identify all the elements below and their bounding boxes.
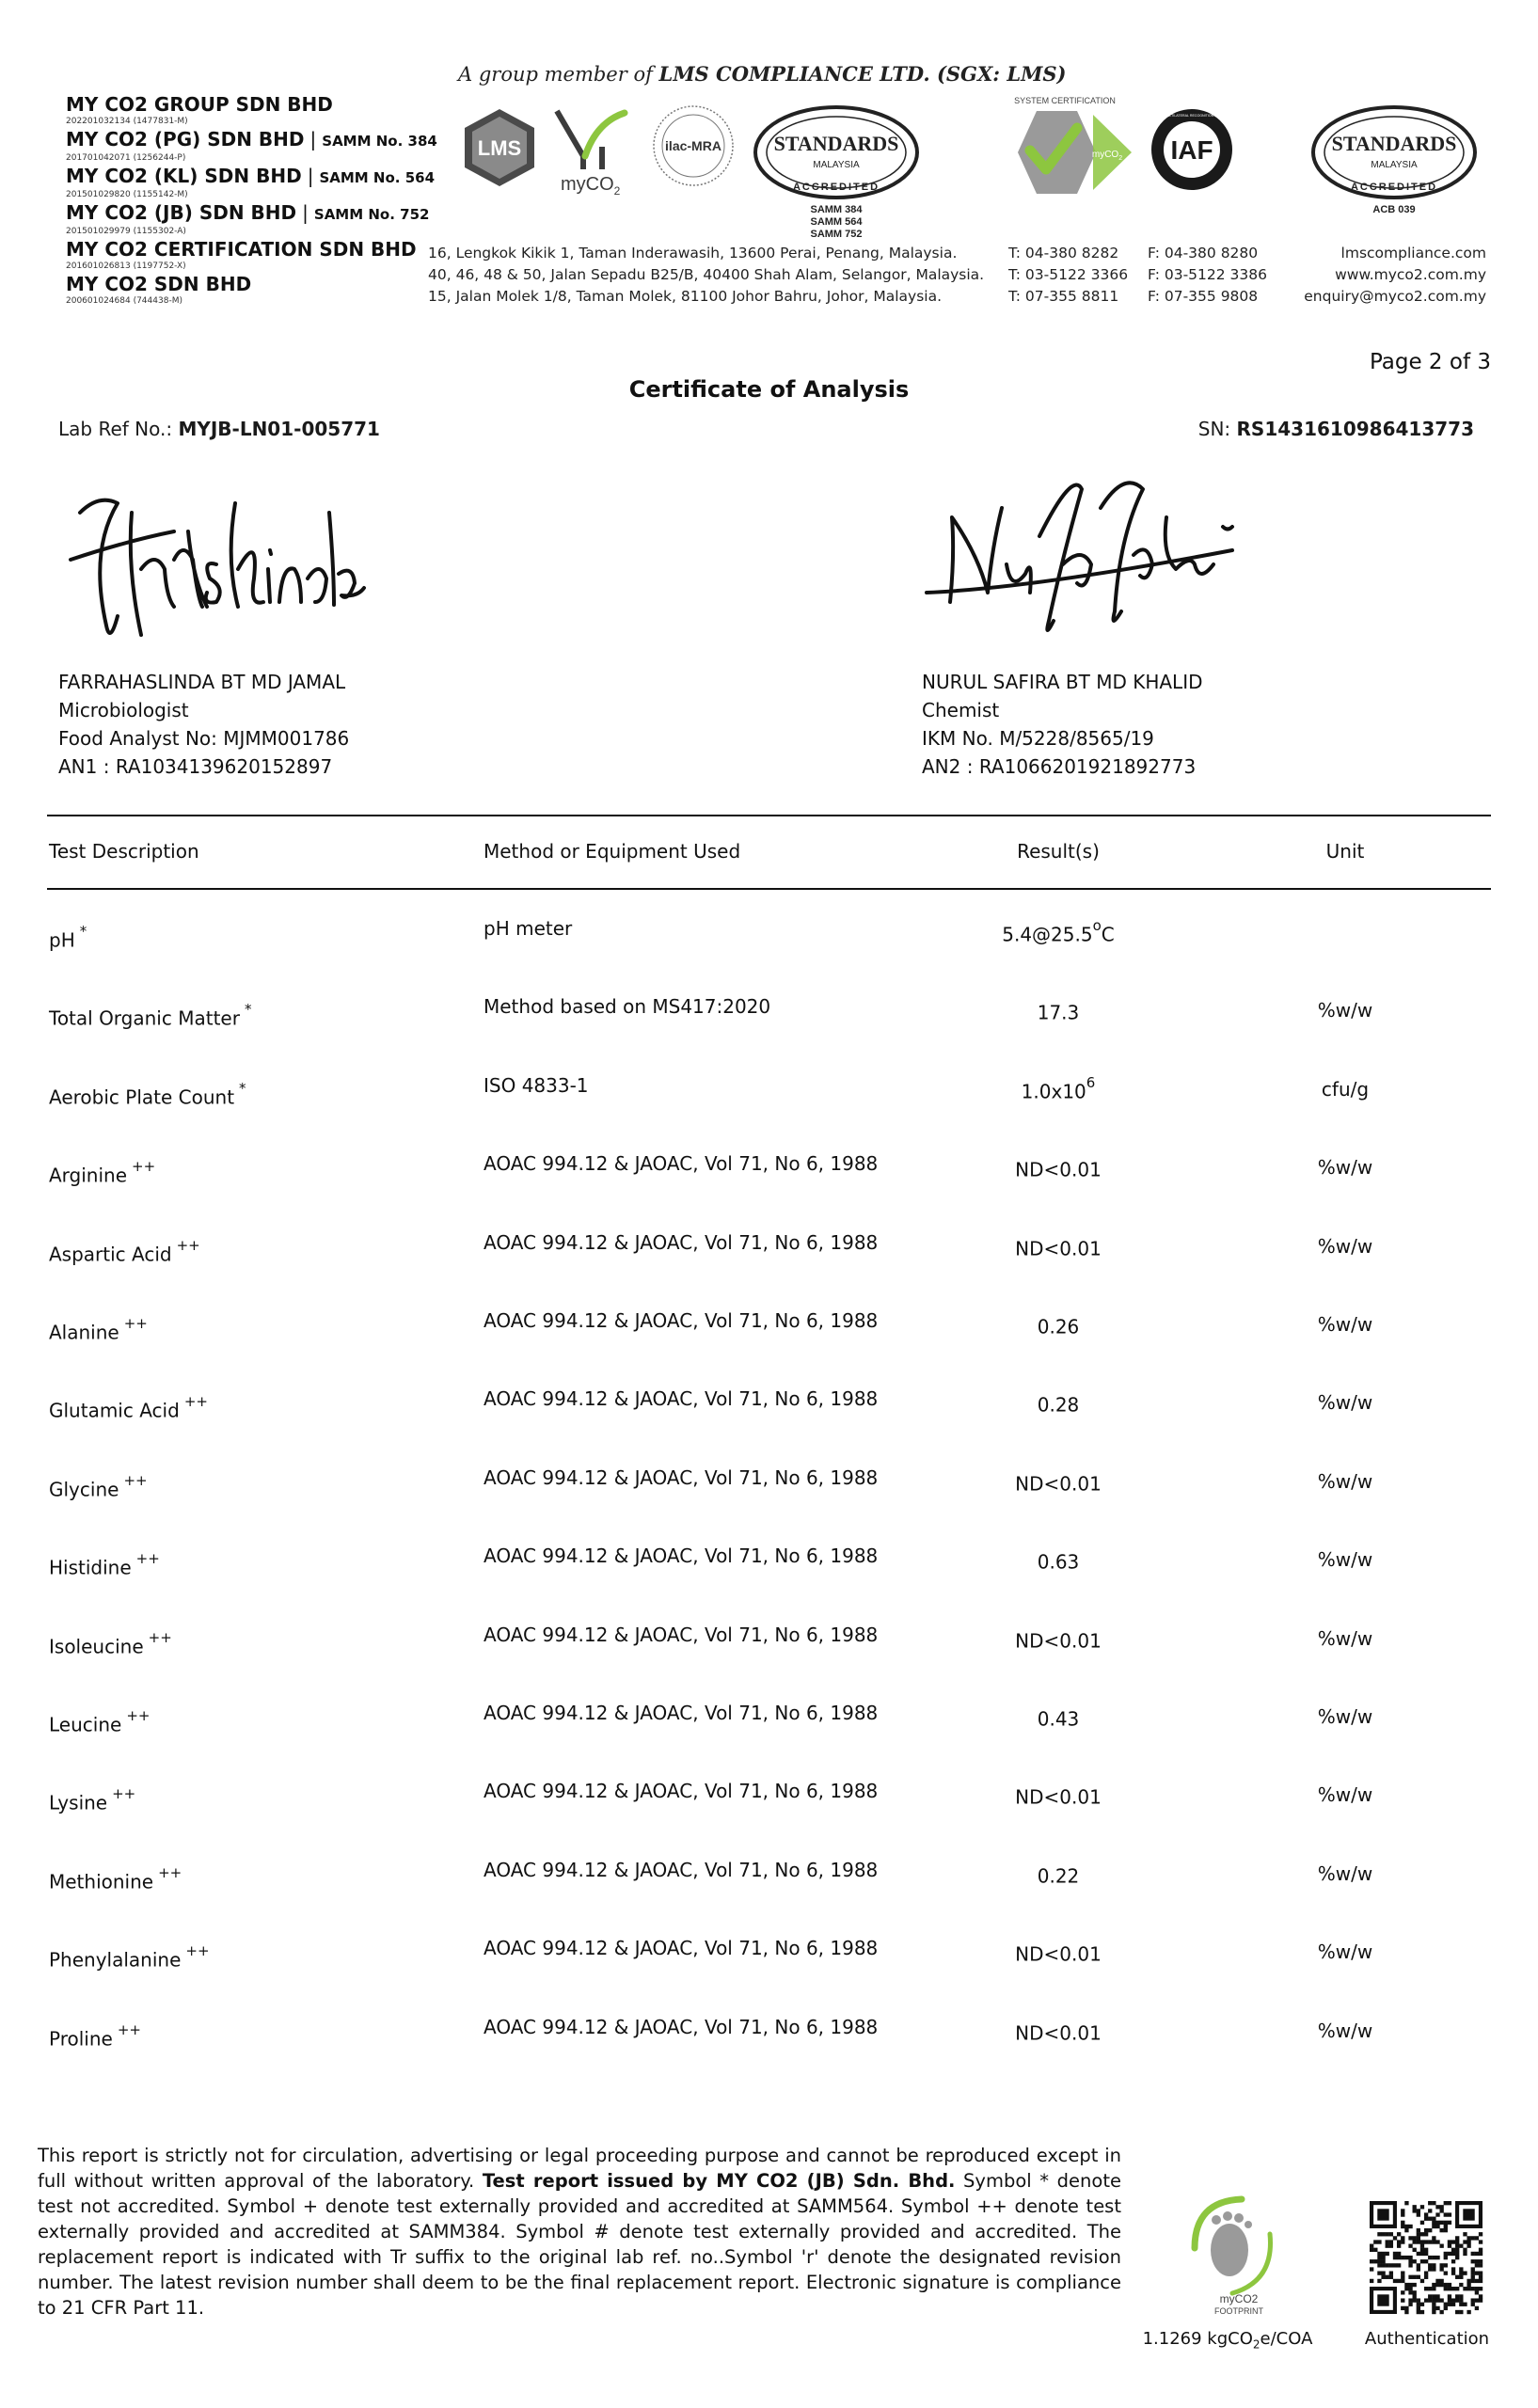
test-description: Leucine ++ — [49, 1707, 151, 1736]
samm-list-2: SAMM 564 — [810, 216, 863, 228]
svg-text:MALAYSIA: MALAYSIA — [813, 160, 860, 170]
test-unit: %w/w — [1317, 1234, 1373, 1258]
standards-malaysia-acb-logo — [1309, 103, 1479, 216]
fax-line: F: 04-380 8280 — [1148, 245, 1259, 261]
accreditation-mark: ++ — [123, 1471, 148, 1489]
test-result: 17.3 — [1037, 1002, 1080, 1025]
lms-logo-text: LMS — [477, 136, 522, 160]
test-description: Isoleucine ++ — [49, 1628, 172, 1658]
company-name: MY CO2 GROUP SDN BHD — [66, 93, 333, 116]
company-addresses — [428, 243, 984, 308]
table-row — [0, 1918, 1538, 1996]
test-unit: %w/w — [1317, 1941, 1373, 1964]
web-contacts — [1304, 243, 1486, 308]
phone-line: T: 07-355 8811 — [1008, 288, 1119, 305]
test-method: Method based on MS417:2020 — [484, 995, 771, 1019]
test-unit: %w/w — [1317, 1391, 1373, 1415]
samm-list-1: SAMM 384 — [810, 204, 863, 215]
system-certification-logo — [994, 94, 1135, 199]
svg-text:MEMBER OF MULTILATERAL RECOGNI: MEMBER OF MULTILATERAL RECOGNITION ARRANGEMENT — [1143, 114, 1241, 118]
svg-text:STANDARDS: STANDARDS — [773, 132, 899, 155]
test-result: 0.22 — [1037, 1864, 1080, 1888]
accreditation-mark: ++ — [123, 1315, 148, 1332]
test-result: ND<0.01 — [1015, 1237, 1102, 1260]
lab-ref-number: Lab Ref No.: MYJB-LN01-005771 — [58, 418, 380, 440]
test-description: Alanine ++ — [49, 1315, 148, 1344]
accreditation-mark: * — [239, 1079, 246, 1097]
fax-numbers — [1148, 243, 1267, 308]
table-header-rule — [47, 888, 1491, 890]
test-method: AOAC 994.12 & JAOAC, Vol 71, No 6, 1988 — [484, 1230, 879, 1254]
test-unit: %w/w — [1317, 2019, 1373, 2042]
serial-number: SN: RS1431610986413773 — [1197, 418, 1474, 440]
company-name: MY CO2 (KL) SDN BHD | SAMM No. 564 — [66, 165, 436, 187]
carbon-footprint-value: 1.1269 kgCO$_2$e/COA — [1142, 2329, 1313, 2352]
test-description: Proline ++ — [49, 2020, 141, 2051]
ilac-mra-logo — [651, 103, 736, 188]
table-row — [0, 1683, 1538, 1761]
test-method: AOAC 994.12 & JAOAC, Vol 71, No 6, 1988 — [484, 1623, 879, 1646]
test-description: Arginine ++ — [49, 1158, 156, 1187]
accreditation-mark: ++ — [112, 1785, 136, 1803]
test-result: ND<0.01 — [1015, 1472, 1102, 1496]
test-result: 0.28 — [1037, 1394, 1080, 1418]
table-top-rule — [47, 815, 1491, 816]
test-method: AOAC 994.12 & JAOAC, Vol 71, No 6, 1988 — [484, 1465, 879, 1489]
accreditation-mark: * — [79, 923, 87, 940]
test-description: Aspartic Acid ++ — [49, 1236, 200, 1266]
test-result: 0.43 — [1037, 1707, 1080, 1731]
address-line: 15, Jalan Molek 1/8, Taman Molek, 81100 Johor Bahru, Johor, Malaysia. — [428, 288, 943, 305]
page-number: Page 2 of 3 — [1369, 350, 1491, 374]
test-unit: %w/w — [1317, 999, 1373, 1022]
samm-number: SAMM No. 384 — [322, 133, 437, 150]
accreditation-mark: ++ — [126, 1707, 151, 1724]
footprint-logo-text: myCO2 — [1219, 2292, 1259, 2305]
header-results: Result(s) — [1017, 840, 1100, 863]
myco2-logo — [547, 102, 638, 196]
test-result: ND<0.01 — [1015, 1786, 1102, 1810]
svg-text:myCO2: myCO$_2$ — [561, 174, 621, 198]
table-row — [0, 1526, 1538, 1604]
test-result: ND<0.01 — [1015, 1158, 1102, 1181]
company-name: MY CO2 CERTIFICATION SDN BHD — [66, 238, 417, 261]
samm-number: SAMM No. 564 — [319, 169, 436, 186]
test-description: Lysine ++ — [49, 1785, 136, 1815]
accreditation-mark: ++ — [185, 1942, 210, 1960]
table-row — [0, 1369, 1538, 1447]
table-row — [0, 1291, 1538, 1369]
fax-line: F: 03-5122 3386 — [1148, 266, 1267, 283]
test-unit: %w/w — [1317, 1469, 1373, 1493]
lms-logo — [462, 107, 537, 188]
test-method: AOAC 994.12 & JAOAC, Vol 71, No 6, 1988 — [484, 1152, 879, 1176]
table-row — [0, 976, 1538, 1054]
svg-text:ACCREDITED: ACCREDITED — [792, 182, 880, 193]
phone-line: T: 04-380 8282 — [1008, 245, 1119, 261]
company-name: MY CO2 SDN BHD — [66, 273, 252, 295]
acb-number: ACB 039 — [1372, 204, 1416, 215]
company-registration: 200601024684 (744438-M) — [66, 296, 182, 306]
company-registration: 201701042071 (1256244-P) — [66, 153, 186, 163]
authentication-label: Authentication — [1364, 2329, 1490, 2349]
signatory-role: Microbiologist — [58, 699, 189, 721]
test-method: AOAC 994.12 & JAOAC, Vol 71, No 6, 1988 — [484, 1309, 879, 1332]
samm-list-3: SAMM 752 — [810, 229, 863, 240]
svg-text:MALAYSIA: MALAYSIA — [1371, 160, 1418, 170]
accreditation-mark: ++ — [183, 1393, 208, 1411]
carbon-footprint-logo — [1181, 2192, 1284, 2319]
table-row — [0, 1840, 1538, 1918]
signatory-name: FARRAHASLINDA BT MD JAMAL — [58, 671, 346, 693]
test-method: AOAC 994.12 & JAOAC, Vol 71, No 6, 1988 — [484, 1545, 879, 1568]
test-result: $1.0x10^6$ — [1021, 1073, 1096, 1103]
test-description: Total Organic Matter * — [49, 1001, 252, 1031]
web-link[interactable]: www.myco2.com.my — [1335, 266, 1486, 283]
standards-malaysia-logo — [752, 103, 921, 245]
header-unit: Unit — [1325, 840, 1365, 863]
signatory-an: AN1 : RA1034139620152897 — [58, 755, 333, 778]
test-method: AOAC 994.12 & JAOAC, Vol 71, No 6, 1988 — [484, 1858, 879, 1881]
test-method: AOAC 994.12 & JAOAC, Vol 71, No 6, 1988 — [484, 1937, 879, 1960]
test-result: ND<0.01 — [1015, 2021, 1102, 2045]
test-method: AOAC 994.12 & JAOAC, Vol 71, No 6, 1988 — [484, 2015, 879, 2038]
address-line: 40, 46, 48 & 50, Jalan Sepadu B25/B, 40400 Shah Alam, Selangor, Malaysia. — [428, 266, 985, 283]
disclaimer-text: This report is strictly not for circulation, advertising or legal proceeding purpose and cannot be reproduced except in full without written approval of the laboratory. Test report issued by MY CO2 (JB) Sdn. Bhd. Symbol * denote test not accredited. Symbol + denote test externally provided and accredited at SAMM564. Symbol ++ denote test externally provided and accredited at SAMM384. Symbol # denote test externally provided and accredited. The replacement report is indicated with Tr suffix to the original lab ref. no..Symbol 'r' denote the designated revision number. The latest revision number shall deem to be the final replacement report. Electronic signature is compliance to 21 CFR Part 11. — [38, 2145, 1121, 2319]
table-row — [0, 1212, 1538, 1291]
document-title: Certificate of Analysis — [628, 376, 910, 403]
accreditation-mark: * — [244, 1001, 252, 1019]
svg-text:myCO2: myCO$_2$ — [1091, 150, 1123, 162]
samm-number: SAMM No. 752 — [313, 206, 430, 223]
address-line: 16, Lengkok Kikik 1, Taman Inderawasih, 13600 Perai, Penang, Malaysia. — [428, 245, 958, 261]
test-description: Methionine ++ — [49, 1863, 182, 1893]
signatory-license: Food Analyst No: MJMM001786 — [58, 727, 350, 750]
test-result: ND<0.01 — [1015, 1629, 1102, 1653]
test-description: pH * — [49, 923, 87, 952]
company-name: MY CO2 (PG) SDN BHD | SAMM No. 384 — [66, 128, 437, 150]
table-row — [0, 1761, 1538, 1839]
test-description: Histidine ++ — [49, 1550, 160, 1579]
signatory-license: IKM No. M/5228/8565/19 — [922, 727, 1154, 750]
test-description: Aerobic Plate Count * — [49, 1079, 246, 1109]
company-name: MY CO2 (JB) SDN BHD | SAMM No. 752 — [66, 201, 430, 224]
test-result: 0.26 — [1037, 1315, 1080, 1339]
company-registration: 201501029979 (1155302-A) — [66, 227, 186, 236]
accreditation-mark: ++ — [148, 1628, 172, 1646]
svg-text:SYSTEM CERTIFICATION: SYSTEM CERTIFICATION — [1014, 96, 1116, 105]
test-method: ISO 4833-1 — [484, 1073, 589, 1097]
table-row — [0, 1133, 1538, 1212]
test-unit: %w/w — [1317, 1861, 1373, 1885]
test-unit: %w/w — [1317, 1156, 1373, 1180]
authentication-qr-code[interactable] — [1370, 2201, 1483, 2314]
phone-numbers — [1008, 243, 1128, 308]
test-description: Glycine ++ — [49, 1471, 148, 1501]
test-method: AOAC 994.12 & JAOAC, Vol 71, No 6, 1988 — [484, 1387, 879, 1411]
accreditation-mark: ++ — [176, 1236, 200, 1254]
table-row — [0, 898, 1538, 976]
test-unit: %w/w — [1317, 1548, 1373, 1572]
accreditation-mark: ++ — [158, 1863, 182, 1881]
company-list — [66, 94, 442, 309]
signatory-name: NURUL SAFIRA BT MD KHALID — [922, 671, 1203, 693]
web-link[interactable]: enquiry@myco2.com.my — [1304, 288, 1486, 305]
company-registration: 201601026813 (1197752-X) — [66, 261, 186, 271]
test-result: 5.4@25.5$^o$C — [1002, 917, 1115, 946]
phone-line: T: 03-5122 3366 — [1008, 266, 1129, 283]
table-row — [0, 1997, 1538, 2075]
signatory-role: Chemist — [922, 699, 1000, 721]
table-row — [0, 1605, 1538, 1683]
test-method: AOAC 994.12 & JAOAC, Vol 71, No 6, 1988 — [484, 1780, 879, 1803]
iaf-logo — [1143, 107, 1241, 192]
svg-text:ACCREDITED: ACCREDITED — [1350, 182, 1438, 193]
signatory-chemist — [922, 668, 1203, 781]
svg-text:ilac-MRA: ilac-MRA — [665, 138, 721, 153]
company-registration: 202201032134 (1477831-M) — [66, 117, 188, 126]
table-row — [0, 1448, 1538, 1526]
signature-nurul-safira — [922, 452, 1242, 668]
signature-farrahaslinda — [61, 475, 372, 663]
test-unit: cfu/g — [1321, 1077, 1370, 1101]
fax-line: F: 07-355 9808 — [1148, 288, 1259, 305]
accreditation-mark: ++ — [117, 2020, 141, 2038]
svg-text:STANDARDS: STANDARDS — [1331, 132, 1457, 155]
test-method: pH meter — [484, 917, 573, 940]
signatory-microbiologist — [58, 668, 349, 781]
test-unit: %w/w — [1317, 1313, 1373, 1336]
test-description: Phenylalanine ++ — [49, 1942, 210, 1972]
test-result: ND<0.01 — [1015, 1942, 1102, 1966]
table-row — [0, 1055, 1538, 1133]
svg-text:IAF: IAF — [1170, 135, 1213, 165]
test-description: Glutamic Acid ++ — [49, 1393, 208, 1423]
test-unit: %w/w — [1317, 1783, 1373, 1807]
test-unit: %w/w — [1317, 1705, 1373, 1728]
company-registration: 201501029820 (1155142-M) — [66, 190, 188, 199]
signatory-an: AN2 : RA1066201921892773 — [922, 755, 1197, 778]
footprint-logo-sub: FOOTPRINT — [1214, 2306, 1263, 2316]
accreditation-logos — [458, 94, 1493, 245]
test-unit: %w/w — [1317, 1626, 1373, 1650]
accreditation-mark: ++ — [135, 1550, 160, 1568]
group-membership-line: A group member of LMS COMPLIANCE LTD. (SGX: LMS) — [458, 62, 1067, 86]
header-test-description: Test Description — [49, 840, 199, 863]
accreditation-mark: ++ — [132, 1158, 156, 1176]
test-result: 0.63 — [1037, 1550, 1080, 1574]
header-method: Method or Equipment Used — [484, 840, 741, 863]
web-link[interactable]: lmscompliance.com — [1340, 245, 1486, 261]
test-method: AOAC 994.12 & JAOAC, Vol 71, No 6, 1988 — [484, 1702, 879, 1724]
